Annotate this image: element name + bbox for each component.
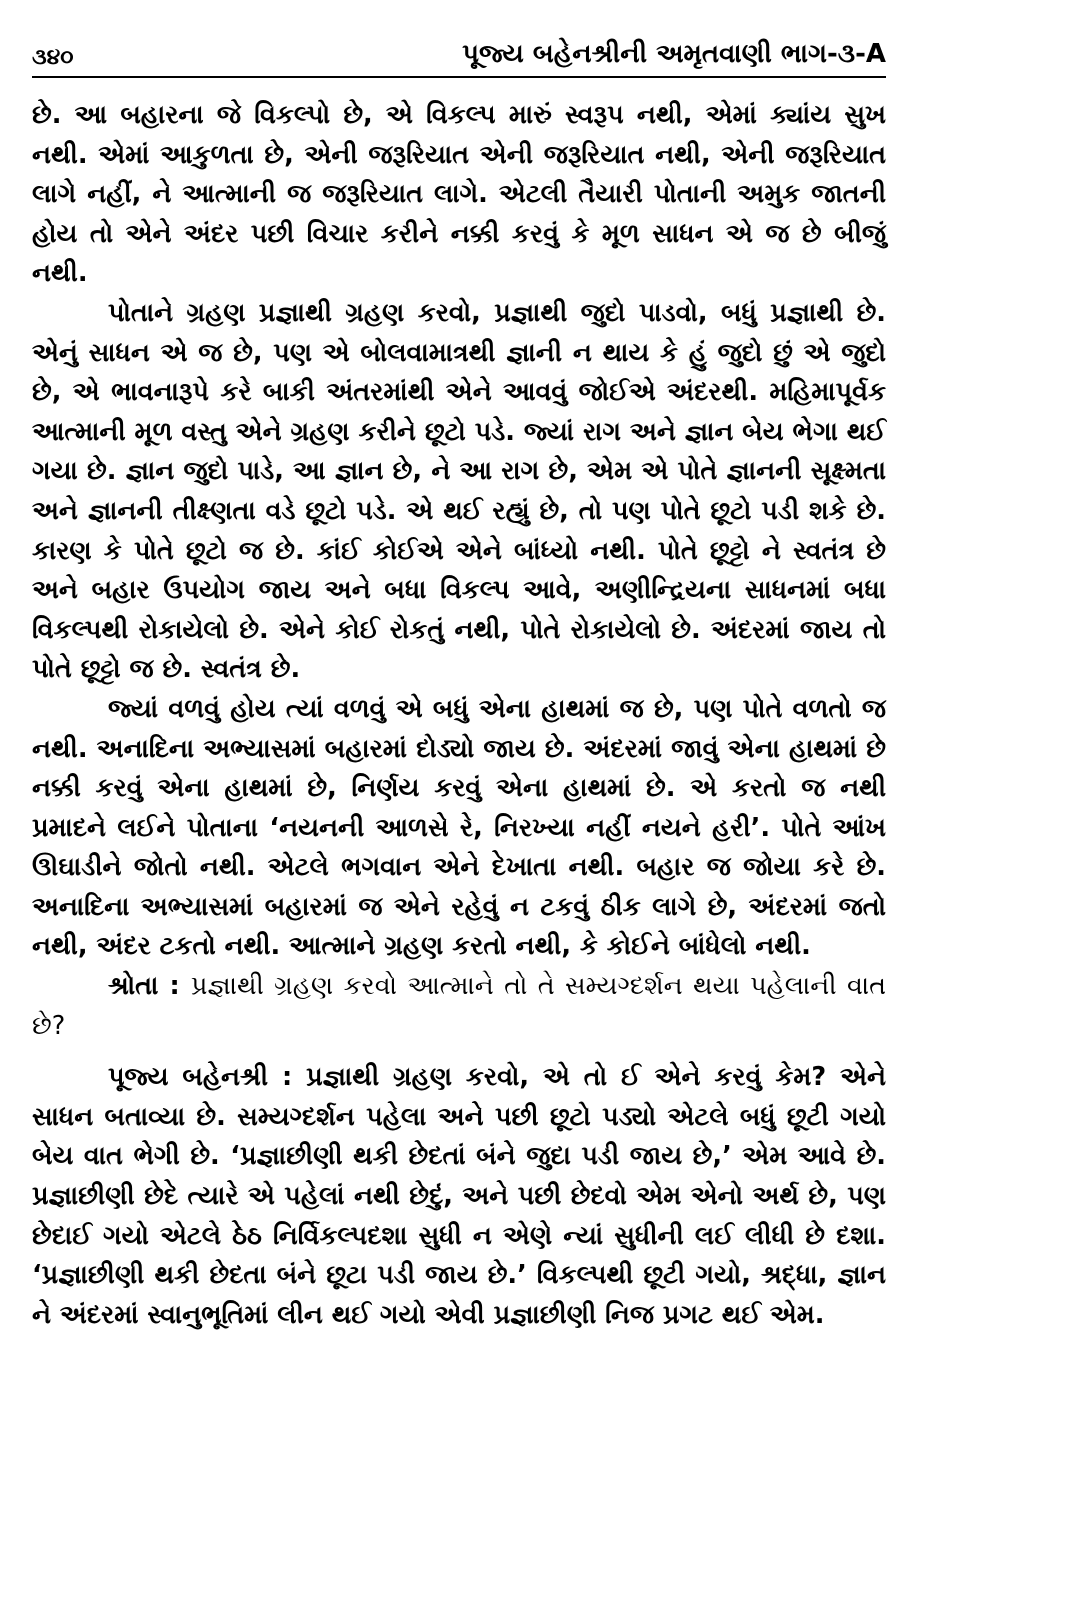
paragraph-3 (32, 690, 886, 967)
question-text: પ્રજ્ઞાથી ગ્રહણ કરવો આત્માને તો તે સમ્યગ્દર્શન થયા પહેલાની વાત છે? (32, 971, 886, 1041)
running-title: પૂજ્ય બહેનશ્રીની અમૃતવાણી ભાગ-૩-A (462, 39, 886, 69)
answer-text: પ્રજ્ઞાથી ગ્રહણ કરવો, એ તો ઈ એને કરવું કેમ? એને સાધન બતાવ્યા છે. સમ્યગ્દર્શન પહેલા અને પછી છૂટો પડ્યો એટલે બધું છૂટી ગયો બેય વાત ભેગી છે. ‘પ્રજ્ઞાછીણી થકી છેદતાં બંને જુદા પડી જાય છે,’ એમ આવે છે. પ્રજ્ઞાછીણી છેદે ત્યારે એ પહેલાં નથી છેદું, અને પછી છેદવો એમ એનો અર્થ છે, પણ છેદાઈ ગયો એટલે ઠેઠ નિર્વિકલ્પદશા સુધી ન એણે ન્યાં સુધીની લઈ લીધી છે દશા. ‘પ્રજ્ઞાછીણી થકી છેદતા બંને છૂટા પડી જાય છે.’ વિકલ્પથી છૂટી ગયો, શ્રદ્ધા, જ્ઞાન ને અંદરમાં સ્વાનુભૂતિમાં લીન થઈ ગયો એવી પ્રજ્ઞાછીણી નિજ પ્રગટ થઈ એમ. (32, 1062, 886, 1330)
speaker-label: શ્રોતા : (108, 971, 180, 1002)
page-header (32, 40, 886, 78)
listener-question (32, 967, 886, 1046)
speaker-label: પૂજ્ય બહેનશ્રી : (108, 1062, 293, 1093)
paragraph-text: છે. આ બહારના જે વિકલ્પો છે, એ વિકલ્પ મારું સ્વરૂપ નથી, એમાં ક્યાંય સુખ નથી. એમાં આકુળતા છે, એની જરૂરિયાત એની જરૂરિયાત નથી, એની જરૂરિયાત લાગે નહીં, ને આત્માની જ જરૂરિયાત લાગે. એટલી તૈયારી પોતાની અમુક જાતની હોય તો એને અંદર પછી વિચાર કરીને નક્કી કરવું કે મૂળ સાધન એ જ છે બીજું નથી. (32, 100, 886, 289)
body-text (32, 96, 886, 1335)
page-number: ૩૪૦ (32, 45, 74, 70)
bahenshri-answer (32, 1058, 886, 1335)
paragraph-text: પોતાને ગ્રહણ પ્રજ્ઞાથી ગ્રહણ કરવો, પ્રજ્ઞાથી જુદો પાડવો, બધું પ્રજ્ઞાથી છે. એનું સાધન એ જ છે, પણ એ બોલવામાત્રથી જ્ઞાની ન થાય કે હું જુદો છું એ જુદો છે, એ ભાવનારૂપે કરે બાકી અંતરમાંથી એને આવવું જોઈએ અંદરથી. મહિમાપૂર્વક આત્માની મૂળ વસ્તુ એને ગ્રહણ કરીને છૂટો પડે. જ્યાં રાગ અને જ્ઞાન બેય ભેગા થઈ ગયા છે. જ્ઞાન જુદો પાડે, આ જ્ઞાન છે, ને આ રાગ છે, એમ એ પોતે જ્ઞાનની સૂક્ષ્મતા અને જ્ઞાનની તીક્ષ્ણતા વડે છૂટો પડે. એ થઈ રહ્યું છે, તો પણ પોતે છૂટો પડી શકે છે. કારણ કે પોતે છૂટો જ છે. કાંઈ કોઈએ એને બાંધ્યો નથી. પોતે છૂટ્ટો ને સ્વતંત્ર છે અને બહાર ઉપયોગ જાય અને બધા વિકલ્પ આવે, અણીન્દ્રિયના સાધનમાં બધા વિકલ્પથી રોકાયેલો છે. એને કોઈ રોકતું નથી, પોતે રોકાયેલો છે. અંદરમાં જાય તો પોતે છૂટ્ટો જ છે. સ્વતંત્ર છે. (32, 297, 886, 685)
paragraph-text: જ્યાં વળવું હોય ત્યાં વળવું એ બધું એના હાથમાં જ છે, પણ પોતે વળતો જ નથી. અનાદિના અભ્યાસમાં બહારમાં દોડ્યો જાય છે. અંદરમાં જાવું એના હાથમાં છે નક્કી કરવું એના હાથમાં છે, નિર્ણય કરવું એના હાથમાં છે. એ કરતો જ નથી પ્રમાદને લઈને પોતાના ‘નયનની આળસે રે, નિરખ્યા નહીં નયને હરી’. પોતે આંખ ઊઘાડીને જોતો નથી. એટલે ભગવાન એને દેખાતા નથી. બહાર જ જોયા કરે છે. અનાદિના અભ્યાસમાં બહારમાં જ એને રહેવું ન ટકવું ઠીક લાગે છે, અંદરમાં જતો નથી, અંદર ટકતો નથી. આત્માને ગ્રહણ કરતો નથી, કે કોઈને બાંધેલો નથી. (32, 693, 886, 962)
paragraph-2 (32, 294, 886, 690)
paragraph-1 (32, 96, 886, 294)
